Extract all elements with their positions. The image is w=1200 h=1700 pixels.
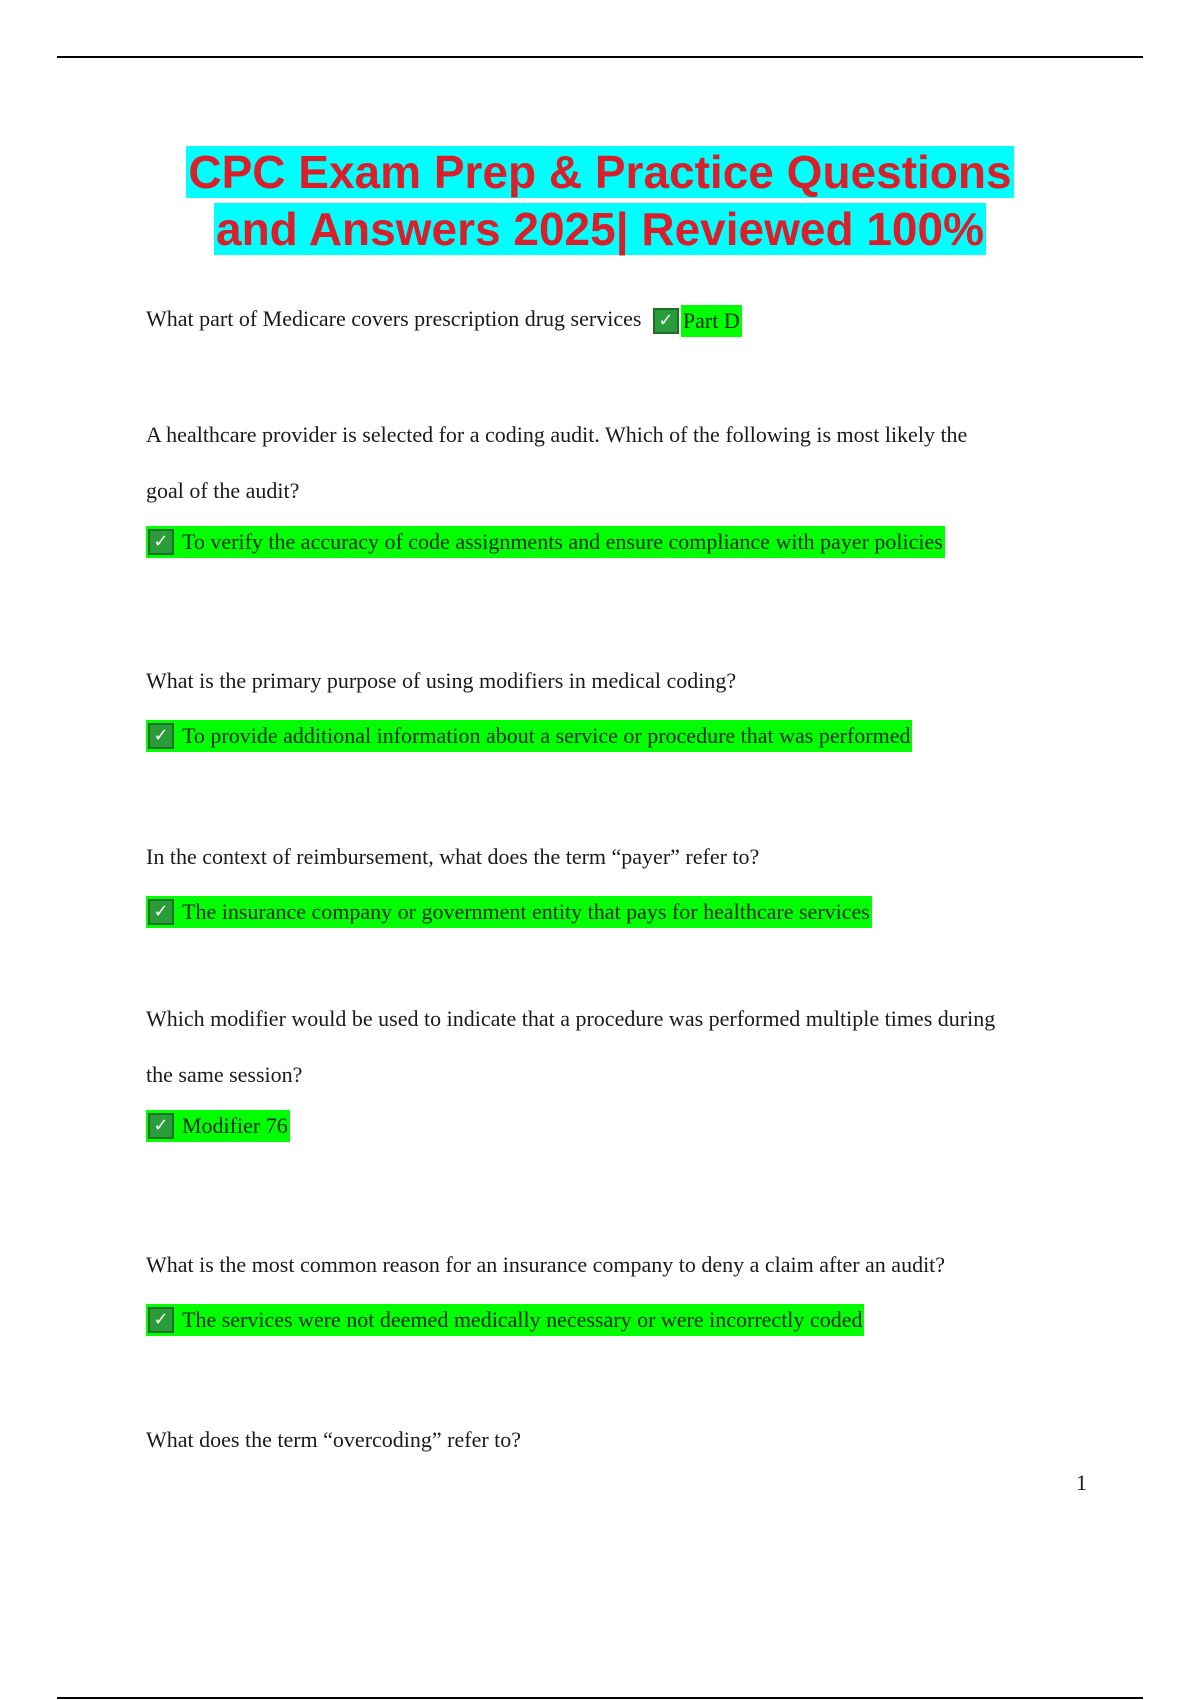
check-mark-icon: ✓ — [653, 308, 679, 334]
answer-highlight — [146, 526, 945, 558]
answer-highlight — [146, 1304, 864, 1336]
check-mark-icon: ✓ — [148, 1113, 174, 1139]
answer-text: To provide additional information about a service or procedure that was performed — [182, 723, 911, 748]
answer-highlight — [146, 896, 872, 928]
bottom-rule — [57, 1697, 1143, 1699]
qa-item-5 — [146, 1003, 1086, 1142]
question-text: What is the most common reason for an insurance company to deny a claim after an audit? — [146, 1252, 946, 1277]
page-title — [0, 144, 1200, 258]
check-mark-icon: ✓ — [148, 1307, 174, 1333]
qa-item-6 — [146, 1248, 1086, 1336]
question-text: In the context of reimbursement, what does the term “payer” refer to? — [146, 844, 760, 869]
qa-item-2 — [146, 419, 1086, 558]
qa-item-3 — [146, 664, 1086, 752]
answer-highlight — [146, 720, 912, 752]
check-mark-icon: ✓ — [148, 529, 174, 555]
question-text-line-1: Which modifier would be used to indicate that a procedure was performed multiple times during — [146, 1006, 996, 1031]
title-line-1: CPC Exam Prep & Practice Questions — [188, 146, 1012, 198]
answer-inline — [653, 305, 742, 337]
question-text: What is the primary purpose of using modifiers in medical coding? — [146, 668, 737, 693]
qa-item-1 — [146, 302, 1086, 337]
question-text-line-2: goal of the audit? — [146, 478, 300, 503]
answer-text: To verify the accuracy of code assignments and ensure compliance with payer policies — [182, 529, 943, 554]
question-text: What does the term “overcoding” refer to? — [146, 1427, 522, 1452]
answer-text: Part D — [681, 305, 742, 337]
qa-item-7 — [146, 1423, 1086, 1457]
answer-text: The services were not deemed medically necessary or were incorrectly coded — [182, 1307, 863, 1332]
top-rule — [57, 56, 1143, 58]
answer-highlight — [146, 1110, 290, 1142]
answer-text: Modifier 76 — [182, 1113, 288, 1138]
question-text: What part of Medicare covers prescription drug services — [146, 306, 642, 331]
answer-text: The insurance company or government entity that pays for healthcare services — [182, 899, 870, 924]
question-text-line-1: A healthcare provider is selected for a coding audit. Which of the following is most likely the — [146, 422, 968, 447]
question-text-line-2: the same session? — [146, 1062, 303, 1087]
check-mark-icon: ✓ — [148, 723, 174, 749]
title-line-2: and Answers 2025| Reviewed 100% — [215, 203, 984, 255]
qa-item-4 — [146, 840, 1086, 928]
check-mark-icon: ✓ — [148, 899, 174, 925]
page-number: 1 — [1076, 1470, 1087, 1495]
